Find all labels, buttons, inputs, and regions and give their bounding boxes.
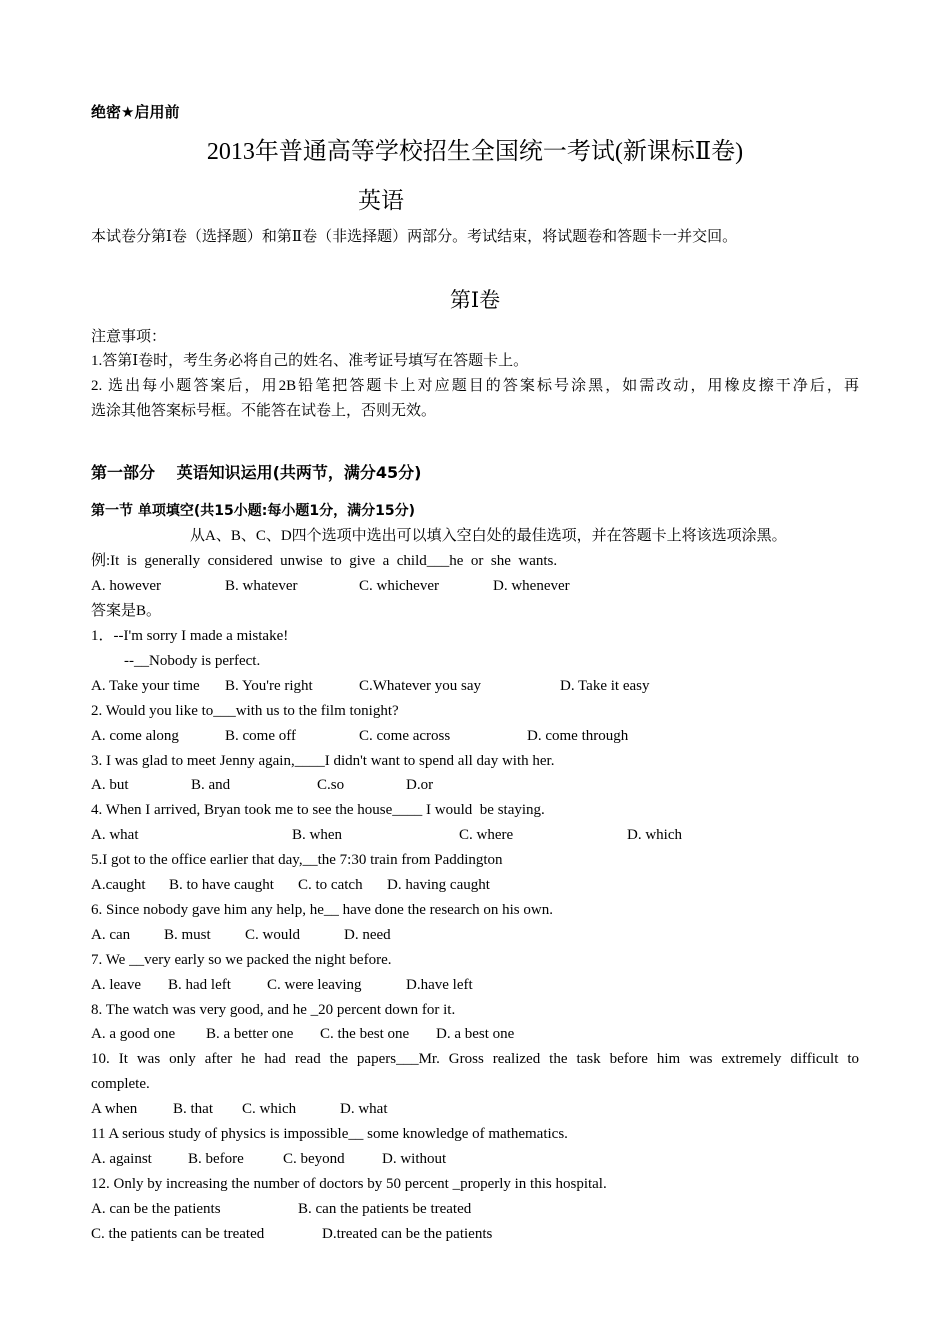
section1-instruction: 从A、B、C、D四个选项中选出可以填入空白处的最佳选项，并在答题卡上将该选项涂黑。 — [190, 528, 787, 544]
option: C.Whatever you say — [359, 678, 482, 694]
notice-item-1: 1.答第Ⅰ卷时，考生务必将自己的姓名、准考证号填写在答题卡上。 — [91, 353, 529, 369]
option: C. whichever — [359, 578, 439, 594]
option: B. must — [164, 927, 211, 943]
option: C. beyond — [283, 1151, 345, 1167]
option: C. the best one — [320, 1026, 410, 1042]
option: D. without — [382, 1151, 447, 1167]
notice-label: 注意事项： — [91, 329, 167, 345]
question-7: 7. We __very early so we packed the night before. — [91, 952, 392, 968]
option: C. would — [245, 927, 301, 943]
option: A when — [91, 1101, 138, 1117]
option: A. Take your time — [91, 678, 200, 694]
option: D. having caught — [387, 877, 490, 893]
option: B. a better one — [206, 1026, 294, 1042]
option: D.treated can be the patients — [322, 1226, 493, 1242]
section1-title: 第一节 单项填空(共15小题:每小题1分，满分15分) — [91, 503, 415, 519]
option: A. but — [91, 777, 129, 793]
option: A. against — [91, 1151, 152, 1167]
option: A. what — [91, 827, 139, 843]
option: A. can be the patients — [91, 1201, 221, 1217]
option: B. whatever — [225, 578, 298, 594]
option: D. a best one — [436, 1026, 515, 1042]
option: B. come off — [225, 728, 296, 744]
option: D. what — [340, 1101, 388, 1117]
option: B. and — [191, 777, 231, 793]
option: A.caught — [91, 877, 146, 893]
option: D.have left — [406, 977, 473, 993]
option: D. come through — [527, 728, 629, 744]
option: A. a good one — [91, 1026, 176, 1042]
option: B. before — [188, 1151, 244, 1167]
option: B. that — [173, 1101, 213, 1117]
question-4: 4. When I arrived, Bryan took me to see the house____ I would be staying. — [91, 802, 545, 818]
option: A. can — [91, 927, 131, 943]
question-11: 11 A serious study of physics is impossible__ some knowledge of mathematics. — [91, 1126, 568, 1142]
part1-title: 第一部分 英语知识运用(共两节，满分45分) — [91, 463, 422, 482]
option: D. whenever — [493, 578, 570, 594]
option: C. to catch — [298, 877, 363, 893]
exam-title: 2013年普通高等学校招生全国统一考试(新课标Ⅱ卷) — [206, 139, 744, 165]
option: A. come along — [91, 728, 179, 744]
exam-intro: 本试卷分第Ⅰ卷（选择题）和第Ⅱ卷（非选择题）两部分。考试结束，将试题卷和答题卡一并交回。 — [91, 229, 738, 245]
volume-title: 第Ⅰ卷 — [449, 288, 501, 312]
option: B. You're right — [225, 678, 313, 694]
option: B. had left — [168, 977, 231, 993]
option: B. to have caught — [169, 877, 274, 893]
question-6: 6. Since nobody gave him any help, he__ have done the research on his own. — [91, 902, 553, 918]
question-8: 8. The watch was very good, and he _20 percent down for it. — [91, 1002, 456, 1018]
option: D. which — [627, 827, 682, 843]
option: C. were leaving — [267, 977, 362, 993]
option: C.so — [317, 777, 345, 793]
option: D. Take it easy — [560, 678, 650, 694]
option: B. when — [292, 827, 342, 843]
example-answer: 答案是B。 — [91, 603, 162, 619]
question-1-reply: --__Nobody is perfect. — [124, 653, 261, 669]
option: C. the patients can be treated — [91, 1226, 265, 1242]
question-5: 5.I got to the office earlier that day,__the 7:30 train from Paddington — [91, 852, 503, 868]
question-10: 10. It was only after he had read the papers___Mr. Gross realized the task before him was extremely difficult to — [91, 1051, 859, 1067]
option: D. need — [344, 927, 391, 943]
option: A. however — [91, 578, 161, 594]
secret-label: 绝密★启用前 — [91, 103, 180, 121]
question-12: 12. Only by increasing the number of doctors by 50 percent _properly in this hospital. — [91, 1176, 607, 1192]
question-10-cont: complete. — [91, 1076, 150, 1092]
notice-item-2-cont: 选涂其他答案标号框。不能答在试卷上，否则无效。 — [91, 403, 437, 419]
notice-item-2: 2. 选出每小题答案后，用2B铅笔把答题卡上对应题目的答案标号涂黑，如需改动，用橡皮擦干净后，再 — [91, 378, 859, 394]
subject-title: 英语 — [358, 188, 404, 213]
question-1: 1．--I'm sorry I made a mistake! — [91, 628, 289, 644]
option: C. come across — [359, 728, 451, 744]
option: D.or — [406, 777, 434, 793]
option: C. where — [459, 827, 514, 843]
question-3: 3. I was glad to meet Jenny again,____I didn't want to spend all day with her. — [91, 753, 555, 769]
option: A. leave — [91, 977, 141, 993]
option: B. can the patients be treated — [298, 1201, 472, 1217]
option: C. which — [242, 1101, 297, 1117]
example-question: 例:It is generally considered unwise to give a child___he or she wants. — [91, 553, 558, 569]
question-2: 2. Would you like to___with us to the film tonight? — [91, 703, 399, 719]
